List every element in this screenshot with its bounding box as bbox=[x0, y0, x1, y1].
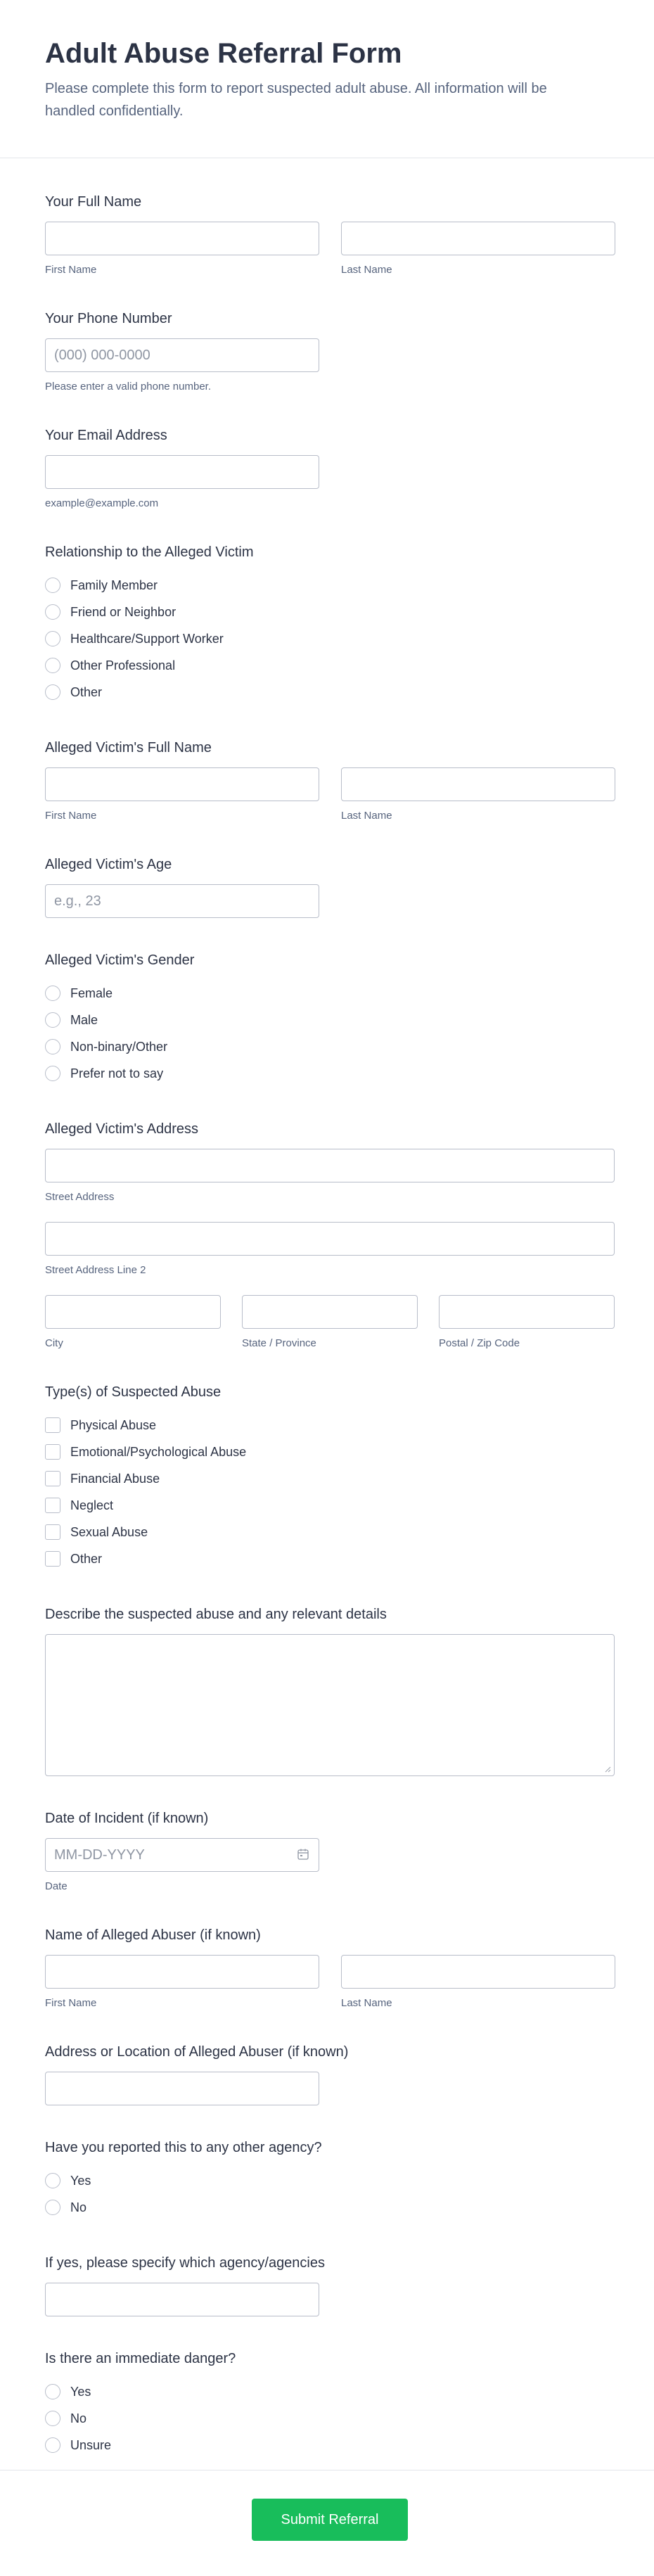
abuser-first-name-sublabel: First Name bbox=[45, 1997, 97, 2009]
street-address-sublabel: Street Address bbox=[45, 1191, 115, 1203]
relationship-option[interactable] bbox=[45, 572, 609, 599]
abuser-location-field bbox=[45, 2043, 609, 2105]
victim-last-name-input[interactable] bbox=[341, 767, 615, 801]
abuser-name-label: Name of Alleged Abuser (if known) bbox=[45, 1927, 261, 1943]
victim-age-field bbox=[45, 856, 609, 918]
gender-option[interactable] bbox=[45, 1033, 609, 1060]
abuse-type-option[interactable] bbox=[45, 1492, 609, 1519]
relationship-field bbox=[45, 544, 609, 706]
street-address-line2-sublabel: Street Address Line 2 bbox=[45, 1264, 146, 1276]
abuser-first-name-input[interactable] bbox=[45, 1955, 319, 1989]
incident-date-sublabel: Date bbox=[45, 1880, 68, 1892]
relationship-option-label: Other bbox=[70, 684, 103, 699]
abuse-type-option-label: Emotional/Psychological Abuse bbox=[70, 1444, 247, 1459]
danger-option[interactable] bbox=[45, 2378, 609, 2405]
danger-option[interactable] bbox=[45, 2405, 609, 2432]
state-sublabel: State / Province bbox=[242, 1337, 316, 1349]
gender-option-label: Female bbox=[70, 986, 113, 1000]
submit-referral-button[interactable]: Submit Referral bbox=[252, 2499, 408, 2541]
form-title: Adult Abuse Referral Form bbox=[45, 38, 402, 69]
abuser-location-input[interactable] bbox=[45, 2072, 319, 2105]
victim-last-name-sublabel: Last Name bbox=[341, 810, 392, 822]
zip-sublabel: Postal / Zip Code bbox=[439, 1337, 520, 1349]
relationship-option[interactable] bbox=[45, 679, 609, 706]
checkbox[interactable] bbox=[45, 1524, 60, 1540]
victim-first-name-sublabel: First Name bbox=[45, 810, 97, 822]
reported-other-option[interactable] bbox=[45, 2194, 609, 2221]
city-input[interactable] bbox=[45, 1295, 221, 1329]
form-body bbox=[0, 193, 654, 2459]
victim-name-label: Alleged Victim's Full Name bbox=[45, 740, 212, 755]
gender-option[interactable] bbox=[45, 1007, 609, 1033]
reporter-name-field bbox=[45, 193, 609, 276]
radio-button[interactable] bbox=[45, 1039, 60, 1054]
abuse-type-option[interactable] bbox=[45, 1465, 609, 1492]
gender-option[interactable] bbox=[45, 1060, 609, 1087]
gender-option-label: Prefer not to say bbox=[70, 1066, 164, 1080]
radio-button[interactable] bbox=[45, 578, 60, 593]
abuse-type-option[interactable] bbox=[45, 1439, 609, 1465]
reporter-email-input[interactable] bbox=[45, 455, 319, 489]
checkbox[interactable] bbox=[45, 1551, 60, 1567]
abuse-type-option[interactable] bbox=[45, 1545, 609, 1572]
relationship-option[interactable] bbox=[45, 625, 609, 652]
agency-label: If yes, please specify which agency/agencies bbox=[45, 2255, 325, 2271]
incident-date-input[interactable] bbox=[45, 1838, 319, 1872]
checkbox[interactable] bbox=[45, 1417, 60, 1433]
agency-input[interactable] bbox=[45, 2283, 319, 2316]
zip-input[interactable] bbox=[439, 1295, 615, 1329]
reporter-email-field bbox=[45, 427, 609, 510]
radio-button[interactable] bbox=[45, 2384, 60, 2399]
victim-age-input[interactable] bbox=[45, 884, 319, 918]
checkbox[interactable] bbox=[45, 1498, 60, 1513]
abuse-type-option-label: Financial Abuse bbox=[70, 1471, 160, 1486]
agency-field bbox=[45, 2255, 609, 2316]
relationship-label: Relationship to the Alleged Victim bbox=[45, 544, 254, 560]
abuse-type-option-label: Physical Abuse bbox=[70, 1417, 157, 1432]
reporter-email-sublabel: example@example.com bbox=[45, 497, 159, 509]
description-label: Describe the suspected abuse and any relevant details bbox=[45, 1607, 387, 1622]
resize-grip-icon[interactable] bbox=[604, 1766, 611, 1773]
reported-other-option-label: No bbox=[70, 2200, 87, 2214]
reporter-phone-input[interactable] bbox=[45, 338, 319, 372]
state-input[interactable] bbox=[242, 1295, 418, 1329]
form-footer bbox=[0, 2470, 654, 2576]
danger-option[interactable] bbox=[45, 2432, 609, 2459]
victim-gender-field bbox=[45, 952, 609, 1087]
relationship-option[interactable] bbox=[45, 599, 609, 625]
danger-option-label: No bbox=[70, 2411, 87, 2425]
victim-gender-label: Alleged Victim's Gender bbox=[45, 952, 195, 968]
gender-option-label: Male bbox=[70, 1012, 98, 1027]
immediate-danger-label: Is there an immediate danger? bbox=[45, 2351, 236, 2366]
danger-option-label: Unsure bbox=[70, 2437, 112, 2452]
radio-button[interactable] bbox=[45, 1066, 60, 1081]
incident-date-label: Date of Incident (if known) bbox=[45, 1811, 209, 1826]
reported-other-option-label: Yes bbox=[70, 2173, 91, 2188]
victim-first-name-input[interactable] bbox=[45, 767, 319, 801]
reporter-last-name-input[interactable] bbox=[341, 222, 615, 255]
radio-button[interactable] bbox=[45, 2437, 60, 2453]
gender-option[interactable] bbox=[45, 980, 609, 1007]
relationship-option[interactable] bbox=[45, 652, 609, 679]
checkbox[interactable] bbox=[45, 1444, 60, 1460]
reporter-phone-label: Your Phone Number bbox=[45, 311, 172, 326]
description-field bbox=[45, 1606, 609, 1776]
abuse-types-label: Type(s) of Suspected Abuse bbox=[45, 1384, 222, 1400]
relationship-option-label: Healthcare/Support Worker bbox=[70, 631, 224, 646]
abuse-type-option-label: Neglect bbox=[70, 1498, 114, 1512]
victim-address-label: Alleged Victim's Address bbox=[45, 1121, 198, 1137]
reporter-last-name-sublabel: Last Name bbox=[341, 264, 392, 276]
immediate-danger-field bbox=[45, 2350, 609, 2459]
reporter-email-label: Your Email Address bbox=[45, 428, 167, 443]
calendar-icon[interactable] bbox=[297, 1848, 309, 1861]
radio-button[interactable] bbox=[45, 1012, 60, 1028]
reported-other-field bbox=[45, 2139, 609, 2221]
radio-button[interactable] bbox=[45, 604, 60, 620]
reporter-first-name-input[interactable] bbox=[45, 222, 319, 255]
reporter-phone-sublabel: Please enter a valid phone number. bbox=[45, 381, 211, 393]
checkbox[interactable] bbox=[45, 1471, 60, 1486]
radio-button[interactable] bbox=[45, 631, 60, 646]
form-subtitle: Please complete this form to report suspected adult abuse. All information will be handled confidentially. bbox=[45, 81, 547, 119]
victim-name-field bbox=[45, 739, 609, 822]
description-textarea[interactable] bbox=[45, 1634, 615, 1776]
gender-option-label: Non-binary/Other bbox=[70, 1039, 168, 1054]
abuser-name-field bbox=[45, 1927, 609, 2010]
abuse-type-option-label: Sexual Abuse bbox=[70, 1524, 148, 1539]
abuse-type-option-label: Other bbox=[70, 1551, 103, 1566]
radio-button[interactable] bbox=[45, 2173, 60, 2188]
radio-button[interactable] bbox=[45, 2411, 60, 2426]
radio-button[interactable] bbox=[45, 658, 60, 673]
abuser-location-label: Address or Location of Alleged Abuser (if known) bbox=[45, 2044, 349, 2060]
reporter-name-label: Your Full Name bbox=[45, 194, 142, 210]
relationship-option-label: Other Professional bbox=[70, 658, 176, 672]
reporter-first-name-sublabel: First Name bbox=[45, 264, 97, 276]
incident-date-field bbox=[45, 1810, 609, 1893]
victim-age-label: Alleged Victim's Age bbox=[45, 857, 172, 872]
city-sublabel: City bbox=[45, 1337, 63, 1349]
reporter-phone-field bbox=[45, 310, 609, 393]
victim-address-field bbox=[45, 1121, 609, 1350]
street-address-input[interactable] bbox=[45, 1149, 615, 1182]
radio-button[interactable] bbox=[45, 684, 60, 700]
reported-other-label: Have you reported this to any other agency? bbox=[45, 2140, 322, 2155]
relationship-option-label: Friend or Neighbor bbox=[70, 604, 177, 619]
relationship-option-label: Family Member bbox=[70, 578, 158, 592]
radio-button[interactable] bbox=[45, 986, 60, 1001]
abuse-type-option[interactable] bbox=[45, 1519, 609, 1545]
abuser-last-name-sublabel: Last Name bbox=[341, 1997, 392, 2009]
street-address-line2-input[interactable] bbox=[45, 1222, 615, 1256]
abuse-types-field bbox=[45, 1384, 609, 1572]
reported-other-option[interactable] bbox=[45, 2167, 609, 2194]
form-header bbox=[0, 0, 654, 158]
radio-button[interactable] bbox=[45, 2200, 60, 2215]
abuse-type-option[interactable] bbox=[45, 1412, 609, 1439]
abuser-last-name-input[interactable] bbox=[341, 1955, 615, 1989]
danger-option-label: Yes bbox=[70, 2384, 91, 2399]
